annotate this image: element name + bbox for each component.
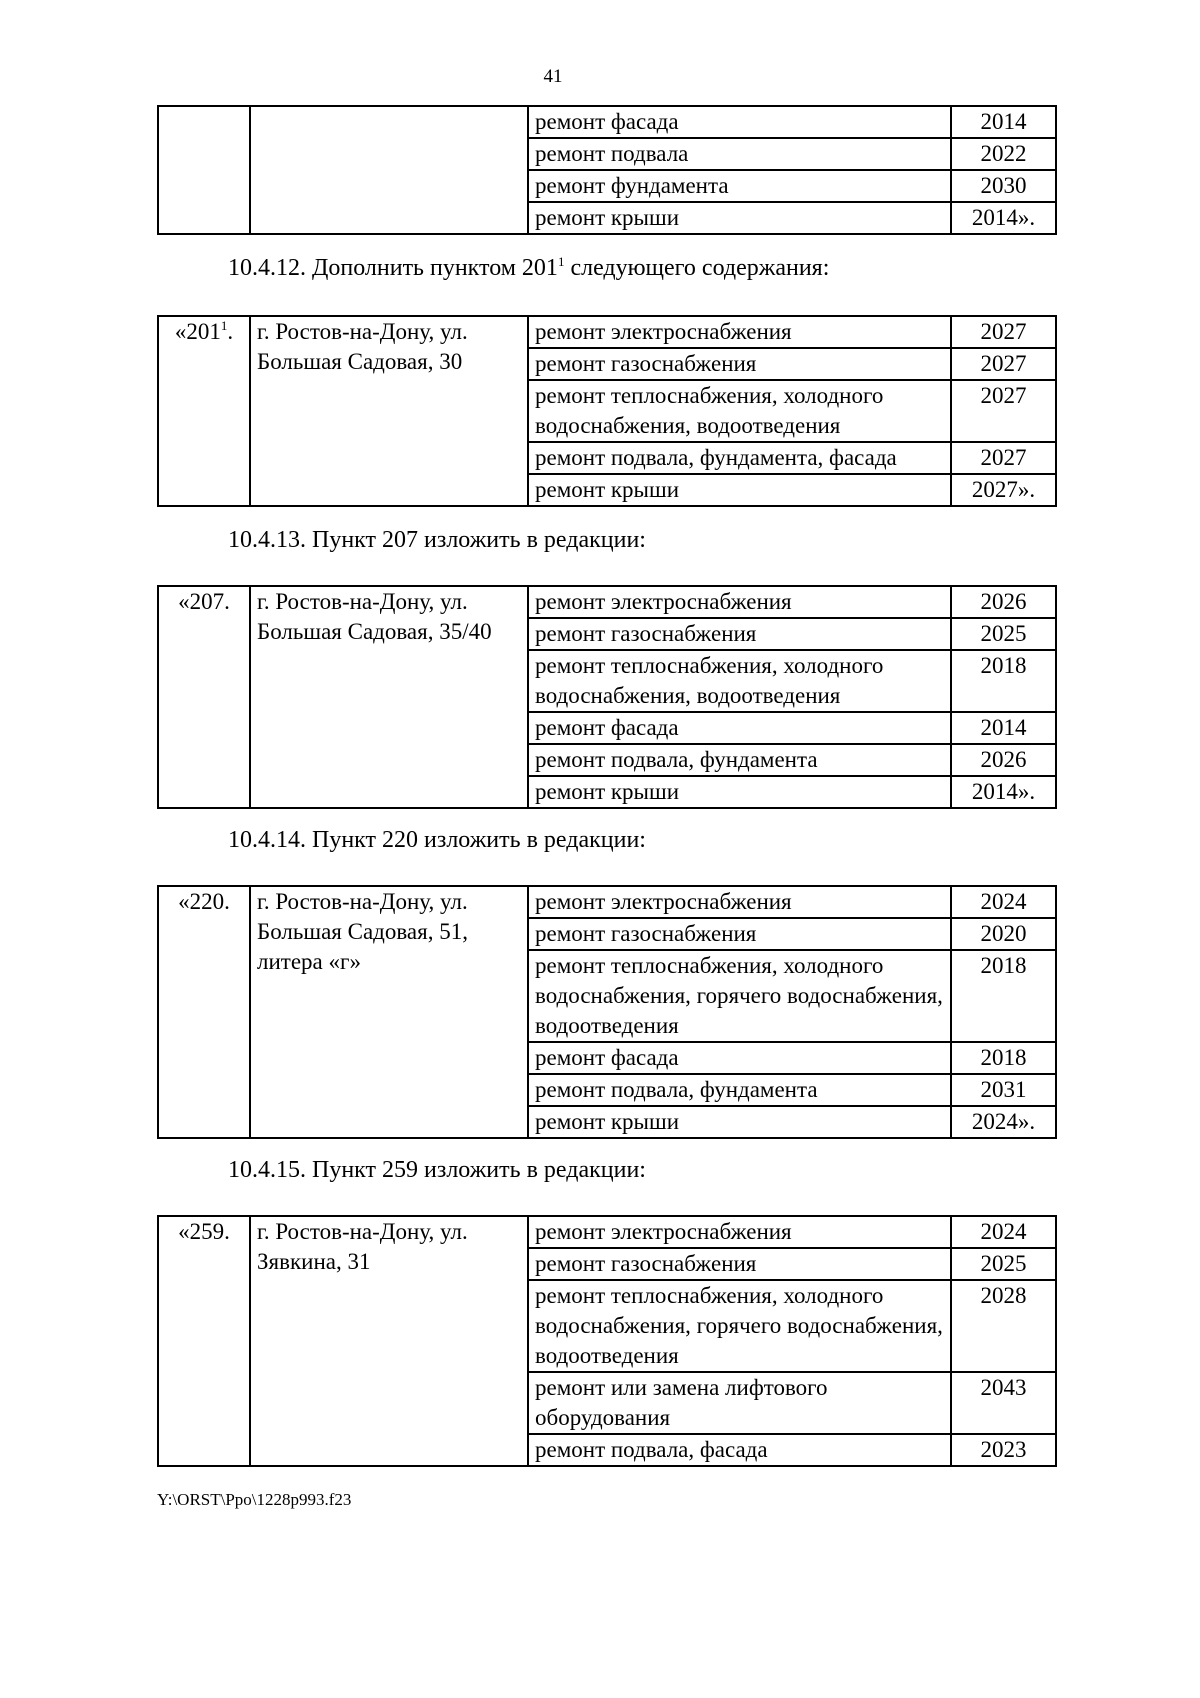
work-cell: ремонт фасада: [528, 106, 951, 138]
work-cell: ремонт подвала, фундамента: [528, 1074, 951, 1106]
year-cell: 2025: [951, 1248, 1056, 1280]
work-cell: ремонт теплоснабжения, холодного водоснабжения, горячего водоснабжения, водоотведения: [528, 950, 951, 1042]
table-item-220: [157, 885, 1057, 1139]
year-cell: 2024: [951, 1216, 1056, 1248]
heading-superscript: 1: [557, 254, 565, 269]
table-item-201-1: [157, 315, 1057, 507]
work-cell: ремонт фасада: [528, 1042, 951, 1074]
year-cell: 2027: [951, 316, 1056, 348]
year-cell: 2027: [951, 442, 1056, 474]
work-cell: ремонт теплоснабжения, холодного водоснабжения, водоотведения: [528, 650, 951, 712]
year-cell: 2014: [951, 106, 1056, 138]
year-cell: 2027: [951, 380, 1056, 442]
section-heading-10-4-14: 10.4.14. Пункт 220 изложить в редакции:: [228, 827, 646, 853]
work-cell: ремонт электроснабжения: [528, 586, 951, 618]
work-cell: ремонт газоснабжения: [528, 1248, 951, 1280]
work-cell: ремонт крыши: [528, 1106, 951, 1138]
section-heading-10-4-13: 10.4.13. Пункт 207 изложить в редакции:: [228, 527, 646, 553]
item-number: «201: [174, 319, 221, 344]
year-cell: 2028: [951, 1280, 1056, 1372]
table-item-207: [157, 585, 1057, 809]
item-number-cell: [158, 106, 250, 234]
heading-text: 10.4.12. Дополнить пунктом 201: [228, 255, 558, 281]
year-cell: 2027».: [951, 474, 1056, 506]
year-cell: 2031: [951, 1074, 1056, 1106]
table-row: [158, 886, 1056, 918]
year-cell: 2026: [951, 586, 1056, 618]
item-number-cell: «207.: [158, 586, 250, 808]
year-cell: 2025: [951, 618, 1056, 650]
work-cell: ремонт газоснабжения: [528, 348, 951, 380]
work-cell: ремонт подвала: [528, 138, 951, 170]
year-cell: 2014».: [951, 202, 1056, 234]
section-heading-10-4-15: 10.4.15. Пункт 259 изложить в редакции:: [228, 1157, 646, 1183]
year-cell: 2024: [951, 886, 1056, 918]
year-cell: 2020: [951, 918, 1056, 950]
work-cell: ремонт электроснабжения: [528, 886, 951, 918]
address-cell: г. Ростов-на-Дону, ул. Зявкина, 31: [250, 1216, 528, 1466]
work-cell: ремонт газоснабжения: [528, 918, 951, 950]
year-cell: 2024».: [951, 1106, 1056, 1138]
item-number-superscript: 1: [220, 318, 228, 333]
work-cell: ремонт фасада: [528, 712, 951, 744]
year-cell: 2018: [951, 650, 1056, 712]
item-number-cell: [158, 316, 250, 506]
year-cell: 2018: [951, 950, 1056, 1042]
heading-text: следующего содержания:: [564, 255, 830, 281]
file-path-footer: Y:\ORST\Ppo\1228p993.f23: [157, 1490, 352, 1509]
year-cell: 2023: [951, 1434, 1056, 1466]
year-cell: 2014: [951, 712, 1056, 744]
section-heading-10-4-12: [228, 255, 829, 282]
item-number-cell: «220.: [158, 886, 250, 1138]
item-number-cell: «259.: [158, 1216, 250, 1466]
year-cell: 2043: [951, 1372, 1056, 1434]
work-cell: ремонт электроснабжения: [528, 316, 951, 348]
table-continuation: [157, 105, 1057, 235]
work-cell: ремонт подвала, фундамента: [528, 744, 951, 776]
year-cell: 2014».: [951, 776, 1056, 808]
page-number: 41: [543, 66, 563, 87]
year-cell: 2026: [951, 744, 1056, 776]
address-cell: [250, 106, 528, 234]
work-cell: ремонт или замена лифтового оборудования: [528, 1372, 951, 1434]
table-row: [158, 1216, 1056, 1248]
item-number-suffix: .: [227, 319, 234, 344]
table-row: [158, 316, 1056, 348]
table-item-259: [157, 1215, 1057, 1467]
work-cell: ремонт электроснабжения: [528, 1216, 951, 1248]
year-cell: 2027: [951, 348, 1056, 380]
year-cell: 2022: [951, 138, 1056, 170]
year-cell: 2030: [951, 170, 1056, 202]
work-cell: ремонт крыши: [528, 474, 951, 506]
work-cell: ремонт подвала, фасада: [528, 1434, 951, 1466]
address-cell: г. Ростов-на-Дону, ул. Большая Садовая, 51, литера «г»: [250, 886, 528, 1138]
address-cell: г. Ростов-на-Дону, ул. Большая Садовая, 35/40: [250, 586, 528, 808]
table-row: [158, 586, 1056, 618]
year-cell: 2018: [951, 1042, 1056, 1074]
work-cell: ремонт теплоснабжения, холодного водоснабжения, горячего водоснабжения, водоотведения: [528, 1280, 951, 1372]
work-cell: ремонт фундамента: [528, 170, 951, 202]
table-row: [158, 106, 1056, 138]
work-cell: ремонт теплоснабжения, холодного водоснабжения, водоотведения: [528, 380, 951, 442]
work-cell: ремонт подвала, фундамента, фасада: [528, 442, 951, 474]
work-cell: ремонт газоснабжения: [528, 618, 951, 650]
address-cell: г. Ростов-на-Дону, ул. Большая Садовая, 30: [250, 316, 528, 506]
work-cell: ремонт крыши: [528, 202, 951, 234]
work-cell: ремонт крыши: [528, 776, 951, 808]
